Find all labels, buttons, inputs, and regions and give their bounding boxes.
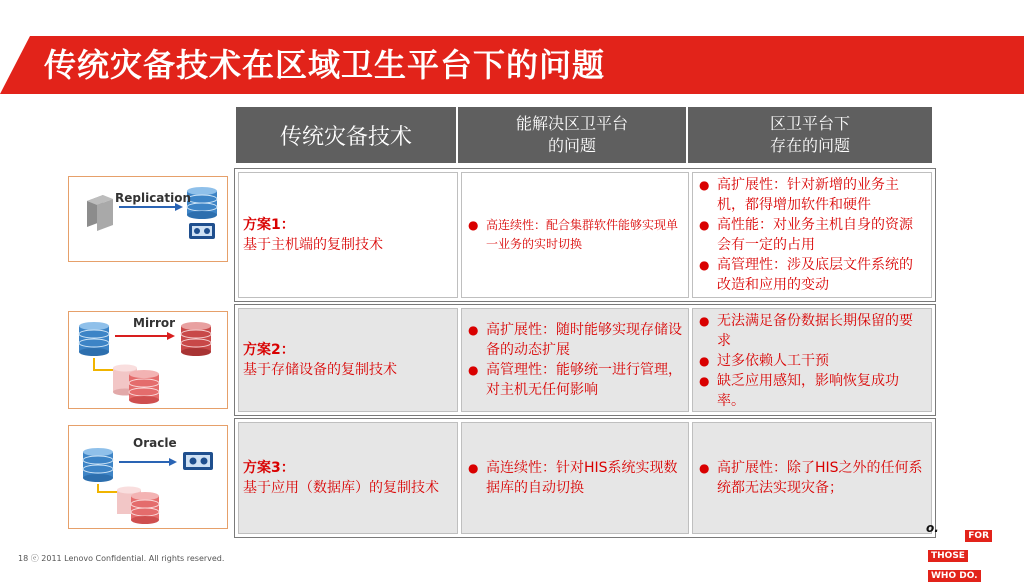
- scheme-description: 基于存储设备的复制技术: [243, 362, 397, 378]
- brand-line: FOR: [965, 530, 992, 542]
- header-existing-issues: 区卫平台下 存在的问题: [688, 107, 932, 163]
- database-icon: [79, 322, 109, 356]
- issues-cell: [692, 172, 932, 298]
- issue-item: ● 缺乏应用感知，影响恢复成功率。: [699, 371, 925, 411]
- scheme-title: 方案3：: [243, 460, 295, 476]
- header-traditional-tech: 传统灾备技术: [236, 107, 456, 163]
- solves-item: ● 高连续性：配合集群软件能够实现单一业务的实时切换: [468, 216, 682, 254]
- issue-item: ● 无法满足备份数据长期保留的要求: [699, 311, 925, 351]
- brand-line: WHO DO.: [928, 570, 981, 582]
- issue-item: ● 高扩展性：针对新增的业务主机，都得增加软件和硬件: [699, 175, 925, 215]
- issue-item: ● 高管理性：涉及底层文件系统的改造和应用的变动: [699, 255, 925, 295]
- database-icon: [113, 365, 159, 405]
- issue-item: ● 过多依赖人工干预: [699, 351, 925, 371]
- page-title: 传统灾备技术在区域卫生平台下的问题: [44, 46, 606, 84]
- scheme-cell: [238, 172, 458, 298]
- issues-cell: [692, 422, 932, 534]
- tape-icon: [189, 223, 215, 239]
- replication-diagram: [68, 176, 228, 262]
- diagram-label: Replication: [115, 191, 192, 205]
- table-row-3: [234, 418, 936, 538]
- solves-item: ● 高管理性：能够统一进行管理，对主机无任何影响: [468, 360, 682, 400]
- diagram-label: Oracle: [133, 436, 177, 450]
- tape-icon: [183, 452, 213, 470]
- solves-cell: [461, 172, 689, 298]
- table-row-2: [234, 304, 936, 416]
- scheme-description: 基于应用（数据库）的复制技术: [243, 480, 439, 496]
- database-icon: [187, 187, 217, 219]
- solves-cell: [461, 308, 689, 412]
- replication-diagram-graphic: [69, 177, 227, 261]
- brand-line: THOSE: [928, 550, 968, 562]
- solves-cell: [461, 422, 689, 534]
- server-icon: [87, 195, 113, 231]
- issues-cell: [692, 308, 932, 412]
- scheme-cell: [238, 308, 458, 412]
- issue-item: ● 高性能：对业务主机自身的资源会有一定的占用: [699, 215, 925, 255]
- table-row-1: [234, 168, 936, 302]
- solves-item: ● 高连续性：针对HIS系统实现数据库的自动切换: [468, 458, 682, 498]
- scheme-title: 方案2：: [243, 342, 295, 358]
- database-icon: [117, 487, 159, 525]
- database-icon: [181, 322, 211, 356]
- brand-logo-mark: o.: [926, 521, 939, 535]
- diagram-label: Mirror: [133, 316, 176, 330]
- scheme-cell: [238, 422, 458, 534]
- brand-logo: [928, 523, 992, 583]
- database-icon: [83, 448, 113, 482]
- solves-item: ● 高扩展性：随时能够实现存储设备的动态扩展: [468, 320, 682, 360]
- scheme-title: 方案1：: [243, 217, 295, 233]
- header-solvable-issues: 能解决区卫平台 的问题: [458, 107, 686, 163]
- issue-item: ● 高扩展性：除了HIS之外的任何系统都无法实现灾备；: [699, 458, 925, 498]
- oracle-diagram: [68, 425, 228, 529]
- scheme-description: 基于主机端的复制技术: [243, 237, 383, 253]
- footer-text: 18 ⓔ 2011 Lenovo Confidential. All rights reserved.: [18, 554, 225, 563]
- mirror-diagram: [68, 311, 228, 409]
